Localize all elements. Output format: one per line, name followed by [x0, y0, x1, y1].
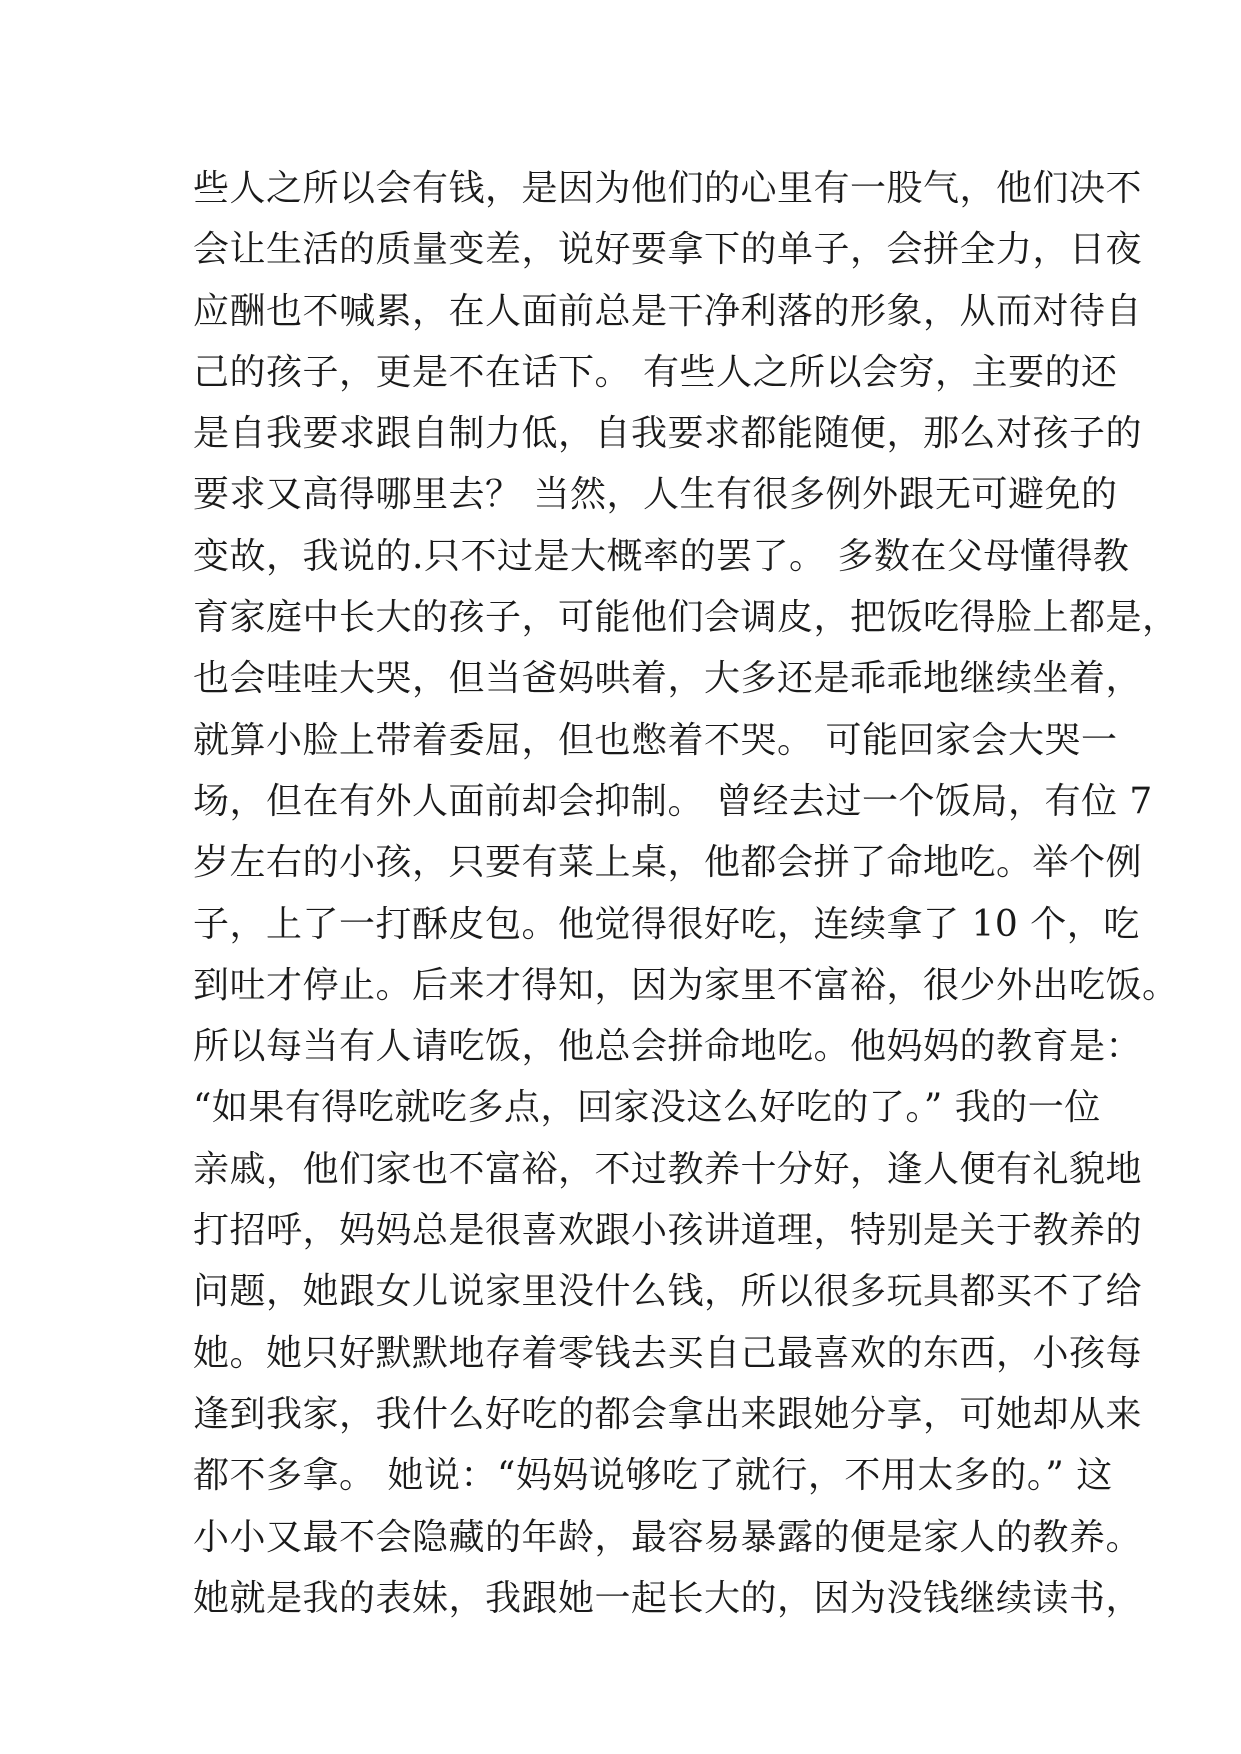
text-line: 小小又最不会隐藏的年龄，最容易暴露的便是家人的教养。: [193, 1516, 1143, 1558]
text-line: 打招呼，妈妈总是很喜欢跟小孩讲道理，特别是关于教养的: [193, 1210, 1143, 1252]
text-line: 所以每当有人请吃饭，他总会拼命地吃。他妈妈的教育是：: [193, 1026, 1143, 1068]
text-line: 逢到我家，我什么好吃的都会拿出来跟她分享，可她却从来: [193, 1393, 1143, 1435]
text-line: 她就是我的表妹，我跟她一起长大的，因为没钱继续读书，: [193, 1577, 1143, 1619]
text-line: “如果有得吃就吃多点，回家没这么好吃的了。” 我的一位: [193, 1087, 1101, 1129]
text-line: 场，但在有外人面前却会抑制。 曾经去过一个饭局，有位 7: [193, 780, 1153, 822]
text-line: 她。她只好默默地存着零钱去买自己最喜欢的东西，小孩每: [193, 1332, 1143, 1374]
text-line: 己的孩子，更是不在话下。 有些人之所以会穷，主要的还: [193, 351, 1118, 393]
text-line: 会让生活的质量变差，说好要拿下的单子，会拼全力，日夜: [193, 229, 1143, 271]
text-line: 问题，她跟女儿说家里没什么钱，所以很多玩具都买不了给: [193, 1271, 1143, 1313]
text-line: 应酬也不喊累，在人面前总是干净利落的形象，从而对待自: [193, 290, 1143, 332]
text-line: 也会哇哇大哭，但当爸妈哄着，大多还是乖乖地继续坐着，: [193, 658, 1143, 700]
text-line: 岁左右的小孩，只要有菜上桌，他都会拼了命地吃。举个例: [193, 842, 1143, 884]
text-line: 些人之所以会有钱，是因为他们的心里有一股气，他们决不: [193, 168, 1143, 209]
text-line: 都不多拿。 她说：“妈妈说够吃了就行，不用太多的。” 这: [193, 1455, 1113, 1497]
text-line: 就算小脸上带着委屈，但也憋着不哭。 可能回家会大哭一: [193, 719, 1118, 761]
text-line: 要求又高得哪里去？ 当然，人生有很多例外跟无可避免的: [193, 474, 1118, 516]
body-text: [193, 158, 1179, 1629]
text-line: 变故，我说的.只不过是大概率的罢了。 多数在父母懂得教: [193, 535, 1130, 577]
text-line: 到吐才停止。后来才得知，因为家里不富裕，很少外出吃饭。: [193, 964, 1179, 1006]
text-line: 亲戚，他们家也不富裕，不过教养十分好，逢人便有礼貌地: [193, 1148, 1143, 1190]
text-line: 子，上了一打酥皮包。他觉得很好吃，连续拿了 10 个，吃: [193, 903, 1140, 945]
text-line: 育家庭中长大的孩子，可能他们会调皮，把饭吃得脸上都是，: [193, 597, 1179, 639]
text-line: 是自我要求跟自制力低，自我要求都能随便，那么对孩子的: [193, 413, 1143, 455]
